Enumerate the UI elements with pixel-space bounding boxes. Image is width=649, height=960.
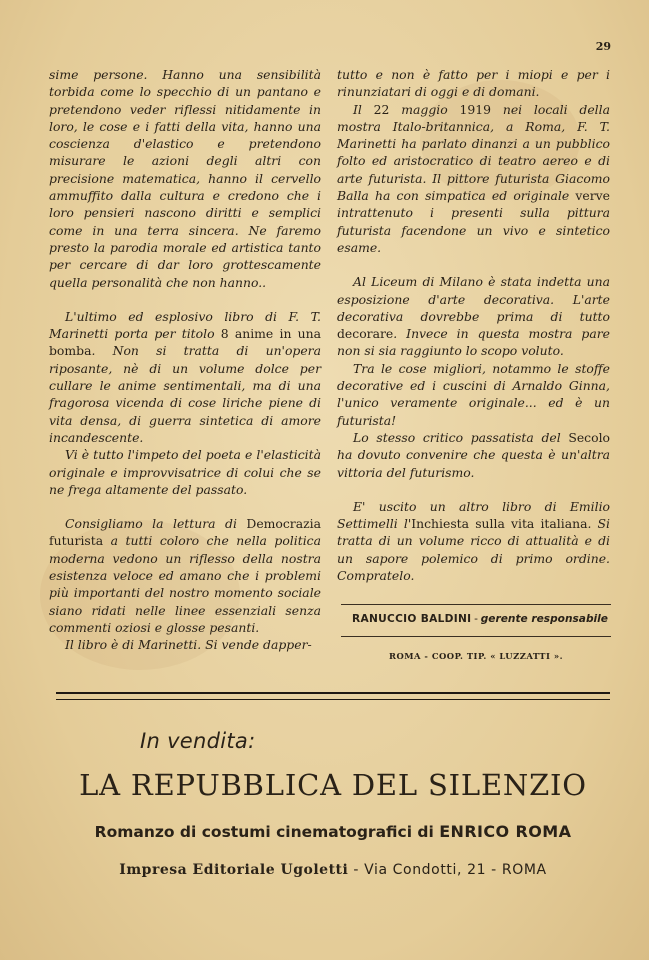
text-run: . Invece in questa mostra pare non si sia raggiunto lo scopo voluto. (337, 326, 610, 359)
right-paragraph-3 (337, 273, 610, 359)
manager-role: gerente responsabile (480, 613, 608, 625)
date-year: 1919 (459, 101, 492, 117)
book-title: Democrazia futurista (49, 516, 321, 549)
ad-subtitle-text: Romanzo di costumi cinematografici di (94, 823, 440, 841)
ad-author: ENRICO ROMA (439, 822, 572, 841)
text-run: Al Liceum di Milano è stata indetta una esposizione d'arte decorativa. L'arte decorativa dovrebbe prima di tutto (337, 274, 610, 324)
signature-separator: - (474, 613, 478, 625)
date-day: 22 (373, 101, 390, 117)
text-run: . Non si tratta di un'opera riposante, nè di un volume dolce per cullare le anime sentimentali, ma di una fragorosa vicenda di cose liriche piene di vita densa, di guerra sintetica di amore incandescente. (49, 343, 321, 445)
page-number: 29 (595, 40, 611, 53)
text-run: Il (353, 101, 374, 117)
text-run: nei locali della mostra Italo-britannica, a Roma, F. T. Marinetti ha parlato dinanzi a un pubblico folto ed aristocratico di teatro aereo e di arte futurista. Il pittore futurista Giacomo Balla ha con simpatica ed originale (337, 101, 610, 204)
left-paragraph-1: sime persone. Hanno una sensibilità torbida come lo specchio di un pantano e pretendono veder riflessi nitidamente in loro, le cose e i fatti della vita, hanno una coscienza d'elastico e pretendono misurare le azioni degli altri con precisione matematica, hanno il cervello ammuffito dalla cultura e credono che i loro pensieri nascono diritti e semplici come in una terra sincera. Ne faremo presto la parodia morale ed artistica tanto per cercare di dar loro grottescamente quella personalità che non hanno.. (49, 67, 321, 290)
right-column (337, 66, 610, 584)
text-run: Lo stesso critico passatista del (353, 429, 569, 445)
ad-rule-top (56, 692, 610, 694)
book-title: Inchiesta sulla vita italiana (411, 516, 588, 532)
left-paragraph-3: Vi è tutto l'impeto del poeta e l'elasticità originale e improvvisatrice di colui che se ne frega altamente del passato. (49, 447, 321, 497)
right-paragraph-6 (337, 498, 610, 584)
book-title: 8 anime in una bomba (49, 326, 321, 359)
left-paragraph-2 (49, 308, 321, 446)
right-paragraph-5 (337, 429, 610, 481)
right-paragraph-2 (337, 101, 610, 257)
ad-publisher (56, 862, 610, 878)
signature-rule-bottom (341, 636, 611, 637)
text-run: L'ultimo ed esplosivo libro di F. T. Marinetti porta per titolo (49, 308, 321, 342)
ad-intro: In vendita: (140, 729, 256, 753)
text-run: maggio (389, 101, 460, 117)
ad-publisher-address: - Via Condotti, 21 - ROMA (348, 862, 547, 878)
text-run: Consigliamo la lettura di (65, 516, 247, 532)
left-paragraph-4 (49, 515, 321, 636)
manager-name: RANUCCIO BALDINI (352, 613, 472, 625)
text-run: E' uscito un altro libro di Emilio Settimelli l' (337, 498, 610, 532)
text-run: ha dovuto convenire che questa è un'altra vittoria del futurismo. (337, 447, 610, 480)
signature-rule-top (341, 604, 611, 605)
ad-rule-top-thin (56, 699, 610, 700)
ad-subtitle (56, 822, 610, 841)
text-run-upright: decorare (337, 326, 394, 342)
right-paragraph-4: Tra le cose migliori, notammo le stoffe decorative ed i cuscini di Arnaldo Ginna, l'unico veramente originale... ed è un futurista! (337, 360, 610, 428)
right-paragraph-1: tutto e non è fatto per i miopi e per i rinunziatari di oggi e di domani. (337, 67, 610, 100)
left-column (49, 66, 321, 654)
text-run: intrattenuto i presenti sulla pittura futurista facendone un vivo e sintetico esame. (337, 205, 610, 255)
printer-imprint: ROMA - COOP. TIP. « LUZZATTI ». (388, 651, 564, 661)
ad-publisher-name: Impresa Editoriale Ugoletti (119, 862, 349, 878)
signature-line (352, 613, 608, 625)
text-run-upright: verve (575, 188, 610, 204)
ad-book-title: LA REPUBBLICA DEL SILENZIO (79, 768, 587, 802)
newspaper-title: Secolo (568, 429, 610, 445)
left-paragraph-5: Il libro è di Marinetti. Si vende dapper- (65, 637, 312, 653)
text-run: . Si tratta di un volume ricco di attualità e di un sapore polemico di primo ordine. Compratelo. (337, 516, 610, 584)
text-run: a tutti coloro che nella politica moderna vedono un riflesso della nostra esistenza veloce ed amano che i problemi più importanti del nostro momento sociale siano ridati nelle linee essenziali senza commenti oziosi e glosse pesanti. (49, 533, 321, 635)
